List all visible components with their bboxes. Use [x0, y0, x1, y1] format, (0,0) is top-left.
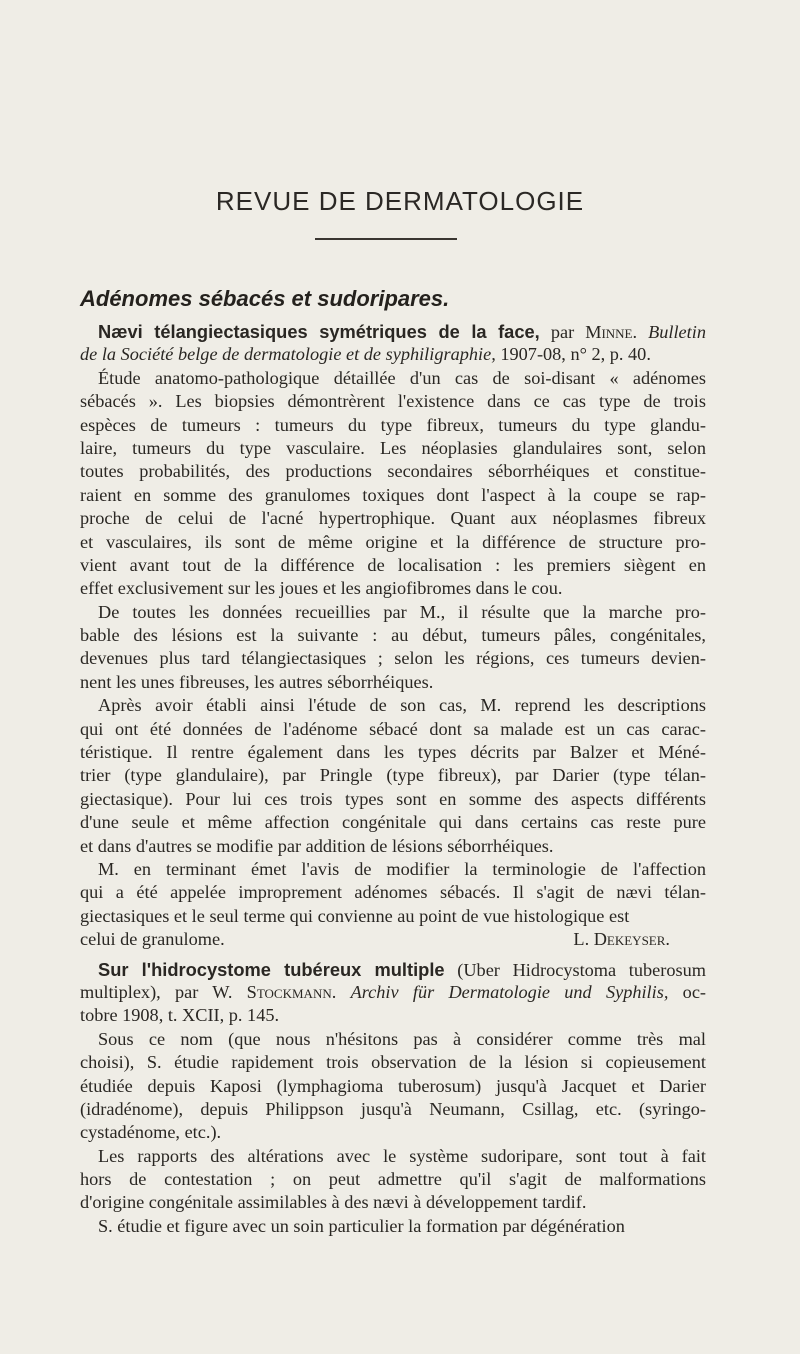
article1-paragraph-line: giectasiques et le seul terme qui convienne au point de vue histologique est — [80, 905, 630, 926]
article2-line2-pre: multiplex), par W. — [80, 981, 233, 1002]
article1-paragraph-line: toutes probabilités, des productions secondaires séborrhéiques et constitue- — [80, 461, 706, 482]
article1-paragraph-line: espèces de tumeurs : tumeurs du type fibreux, tumeurs du type glandu- — [80, 414, 706, 435]
article1-paragraph-line: trier (type glandulaire), par Pringle (type fibreux), par Darier (type télan- — [80, 765, 706, 786]
article2-paragraph-line: d'origine congénitale assimilables à des nævi à développement tardif. — [80, 1192, 587, 1213]
article1-paragraph-line: téristique. Il rentre également dans les types décrits par Balzer et Méné- — [80, 742, 706, 763]
article2-paragraph-line: Les rapports des altérations avec le système sudoripare, sont tout à fait — [98, 1145, 706, 1166]
article1-paragraph-line: bable des lésions est la suivante : au début, tumeurs pâles, congénitales, — [80, 625, 706, 646]
article1-signature: L. Dekeyser. — [573, 929, 670, 950]
running-title: REVUE DE DERMATOLOGIE — [215, 186, 585, 216]
article2-paragraph-line: choisi), S. étudie rapidement trois observation de la lésion si copieusement — [80, 1052, 706, 1073]
article2-paragraphs — [80, 1028, 706, 1239]
article2-citation-line2 — [80, 981, 706, 1004]
article1-paragraph-line: vient avant tout de la différence de localisation : les premiers siègent en — [80, 554, 706, 575]
article1-paragraph-line: sébacés ». Les biopsies démontrèrent l'existence dans ce cas type de trois — [80, 391, 706, 412]
title-rule — [315, 238, 457, 240]
article1-author: Minne. — [585, 322, 638, 342]
article1-paragraph-line: laire, tumeurs du type vasculaire. Les néoplasies glandulaires sont, selon — [80, 437, 706, 458]
article1-citation-line2 — [80, 343, 706, 366]
article2-line2-post: oc- — [682, 981, 707, 1002]
article2-paragraph-line: étudiée depuis Kaposi (lymphagioma tuberosum) jusqu'à Jacquet et Darier — [80, 1075, 706, 1096]
article1-title: Nævi télangiectasiques symétriques de la face, — [98, 321, 540, 342]
article1-paragraph-line: et dans d'autres se modifie par addition de lésions séborrhéiques. — [80, 835, 554, 856]
article1-paragraphs — [80, 367, 706, 928]
article2-author: Stockmann. — [246, 981, 337, 1002]
article-body — [80, 320, 706, 1238]
article1-paragraph-line: proche de celui de l'acné hypertrophique. Quant aux néoplasmes fibreux — [80, 508, 706, 529]
article2-source: Archiv für Dermatologie und Syphilis, — [350, 981, 669, 1002]
section-heading: Adénomes sébacés et sudoripares. — [80, 286, 450, 311]
article1-paragraph-line: Étude anatomo-pathologique détaillée d'un cas de soi-disant « adénomes — [98, 367, 706, 388]
article2-subtitle-rest: (Uber Hidrocystoma tuberosum — [457, 959, 706, 980]
article2-paragraph-line: hors de contestation ; on peut admettre qu'il s'agit de malformations — [80, 1169, 706, 1190]
article2-paragraph-line: (idradénome), depuis Philippson jusqu'à Neumann, Csillag, etc. (syringo- — [80, 1098, 706, 1119]
article1-paragraph-line: raient en somme des granulomes toxiques dont l'aspect à la coupe se rap- — [80, 484, 706, 505]
article1-paragraph-line: et vasculaires, ils sont de même origine et la différence de structure pro- — [80, 531, 706, 552]
article1-final-line: celui de granulome. — [80, 929, 225, 950]
article2-paragraph-line: S. étudie et figure avec un soin particulier la formation par dégénération — [98, 1215, 625, 1236]
article1-paragraph-line: devenues plus tard télangiectasiques ; selon les régions, ces tumeurs devien- — [80, 648, 706, 669]
article2-title: Sur l'hidrocystome tubéreux multiple — [98, 958, 445, 980]
article1-paragraph-line: nent les unes fibreuses, les autres séborrhéiques. — [80, 671, 434, 692]
article1-citation-line1 — [80, 320, 706, 343]
article1-paragraph-line: M. en terminant émet l'avis de modifier la terminologie de l'affection — [98, 858, 706, 879]
article1-source-tail: 1907-08, n° 2, p. 40. — [500, 344, 651, 365]
article2-paragraph-line: cystadénome, etc.). — [80, 1122, 222, 1143]
article1-paragraph-line: giectasique). Pour lui ces trois types sont en somme des aspects différents — [80, 788, 706, 809]
article2-paragraph-line: Sous ce nom (que nous n'hésitons pas à considérer comme très mal — [98, 1028, 706, 1049]
article2-citation-line3: tobre 1908, t. XCII, p. 145. — [80, 1005, 280, 1026]
article1-paragraph-line: effet exclusivement sur les joues et les angiofibromes dans le cou. — [80, 578, 563, 599]
article1-paragraph-line: De toutes les données recueillies par M., il résulte que la marche pro- — [98, 601, 706, 622]
article1-paragraph-line: d'une seule et même affection congénitale qui dans certains cas reste pure — [80, 812, 706, 833]
article2-citation-line1 — [80, 958, 706, 981]
article1-paragraph-line: qui ont été données de l'adénome sébacé dont sa malade est un cas carac- — [80, 718, 706, 739]
article1-paragraph-line: Après avoir établi ainsi l'étude de son cas, M. reprend les descriptions — [98, 695, 706, 716]
article1-closing-line — [80, 928, 706, 951]
article1-source-part1: Bulletin — [648, 322, 706, 342]
article1-paragraph-line: qui a été appelée improprement adénomes sébacés. Il s'agit de nævi télan- — [80, 882, 706, 903]
article1-source-part2: de la Société belge de dermatologie et de syphiligraphie, — [80, 344, 496, 365]
article1-author-prefix: par — [550, 322, 575, 342]
